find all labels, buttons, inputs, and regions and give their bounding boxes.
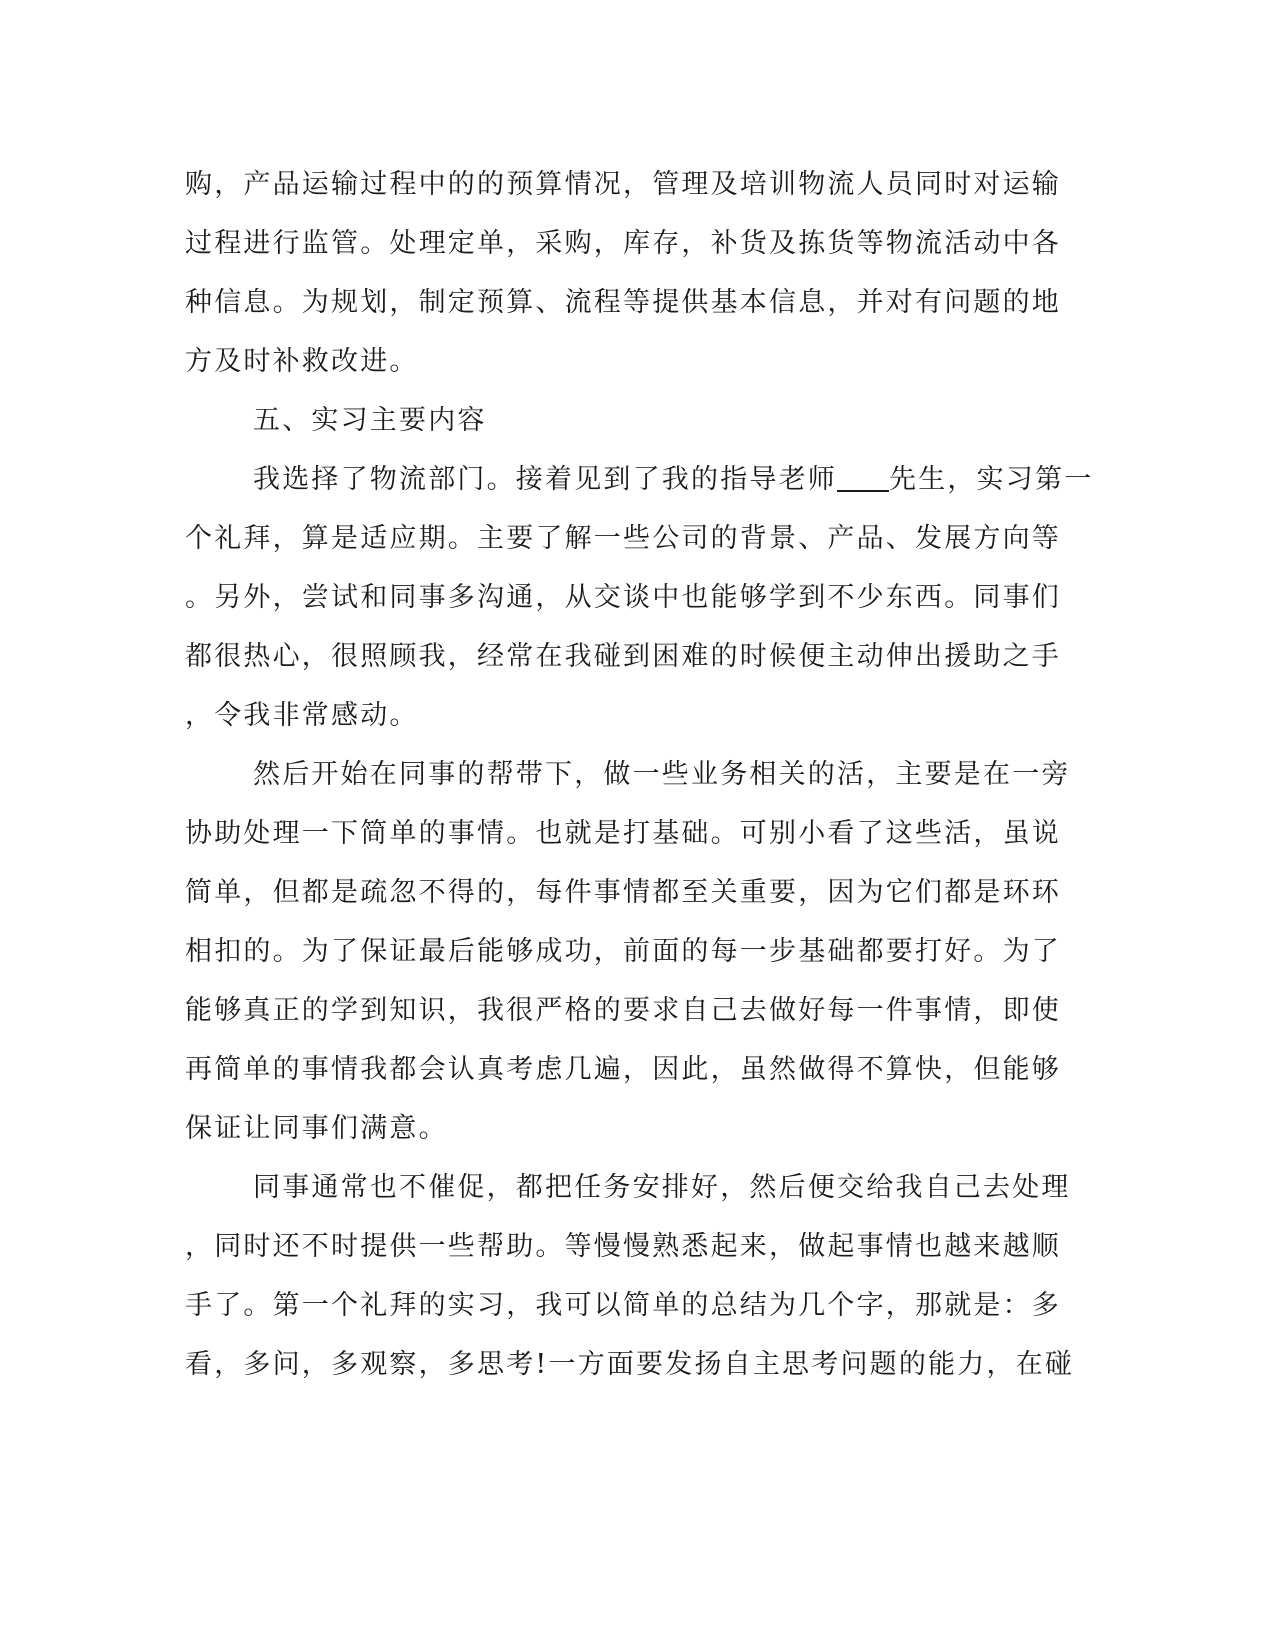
text-line: 购，产品运输过程中的的预算情况，管理及培训物流人员同时对运输 — [185, 169, 1061, 200]
body-text — [185, 155, 1094, 1394]
text-line: 简单，但都是疏忽不得的，每件事情都至关重要，因为它们都是环环 — [185, 877, 1061, 908]
text-line: 相扣的。为了保证最后能够成功，前面的每一步基础都要打好。为了 — [185, 936, 1061, 967]
text-line: 再简单的事情我都会认真考虑几遍，因此，虽然做得不算快，但能够 — [185, 1054, 1061, 1085]
text-line: 同事通常也不催促，都把任务安排好，然后便交给我自己去处理 — [253, 1172, 1071, 1203]
text-line: 能够真正的学到知识，我很严格的要求自己去做好每一件事情，即使 — [185, 995, 1061, 1026]
text-line: 种信息。为规划，制定预算、流程等提供基本信息，并对有问题的地 — [185, 287, 1061, 318]
text-line: 过程进行监管。处理定单，采购，库存，补货及拣货等物流活动中各 — [185, 228, 1061, 259]
text-line: 协助处理一下简单的事情。也就是打基础。可别小看了这些活，虽说 — [185, 818, 1061, 849]
text-segment: 先生，实习第一 — [889, 464, 1094, 495]
text-line: 个礼拜，算是适应期。主要了解一些公司的背景、产品、发展方向等 — [185, 523, 1061, 554]
section-heading: 五、实习主要内容 — [253, 405, 487, 436]
text-line: 方及时补救改进。 — [185, 346, 419, 377]
text-line: 保证让同事们满意。 — [185, 1113, 448, 1144]
text-line: 都很热心，很照顾我，经常在我碰到困难的时候便主动伸出援助之手 — [185, 641, 1061, 672]
text-line: 看，多问，多观察，多思考!一方面要发扬自主思考问题的能力，在碰 — [185, 1349, 1075, 1380]
text-line — [185, 450, 1094, 509]
text-segment: 我选择了物流部门。接着见到了我的指导老师 — [253, 464, 837, 495]
text-line: 手了。第一个礼拜的实习，我可以简单的总结为几个字，那就是：多 — [185, 1290, 1061, 1321]
text-line: 然后开始在同事的帮带下，做一些业务相关的活，主要是在一旁 — [253, 759, 1071, 790]
fill-in-blank — [837, 460, 889, 492]
text-line: 。另外，尝试和同事多沟通，从交谈中也能够学到不少东西。同事们 — [185, 582, 1061, 613]
text-line: ，同时还不时提供一些帮助。等慢慢熟悉起来，做起事情也越来越顺 — [185, 1231, 1061, 1262]
text-line: ，令我非常感动。 — [185, 700, 419, 731]
